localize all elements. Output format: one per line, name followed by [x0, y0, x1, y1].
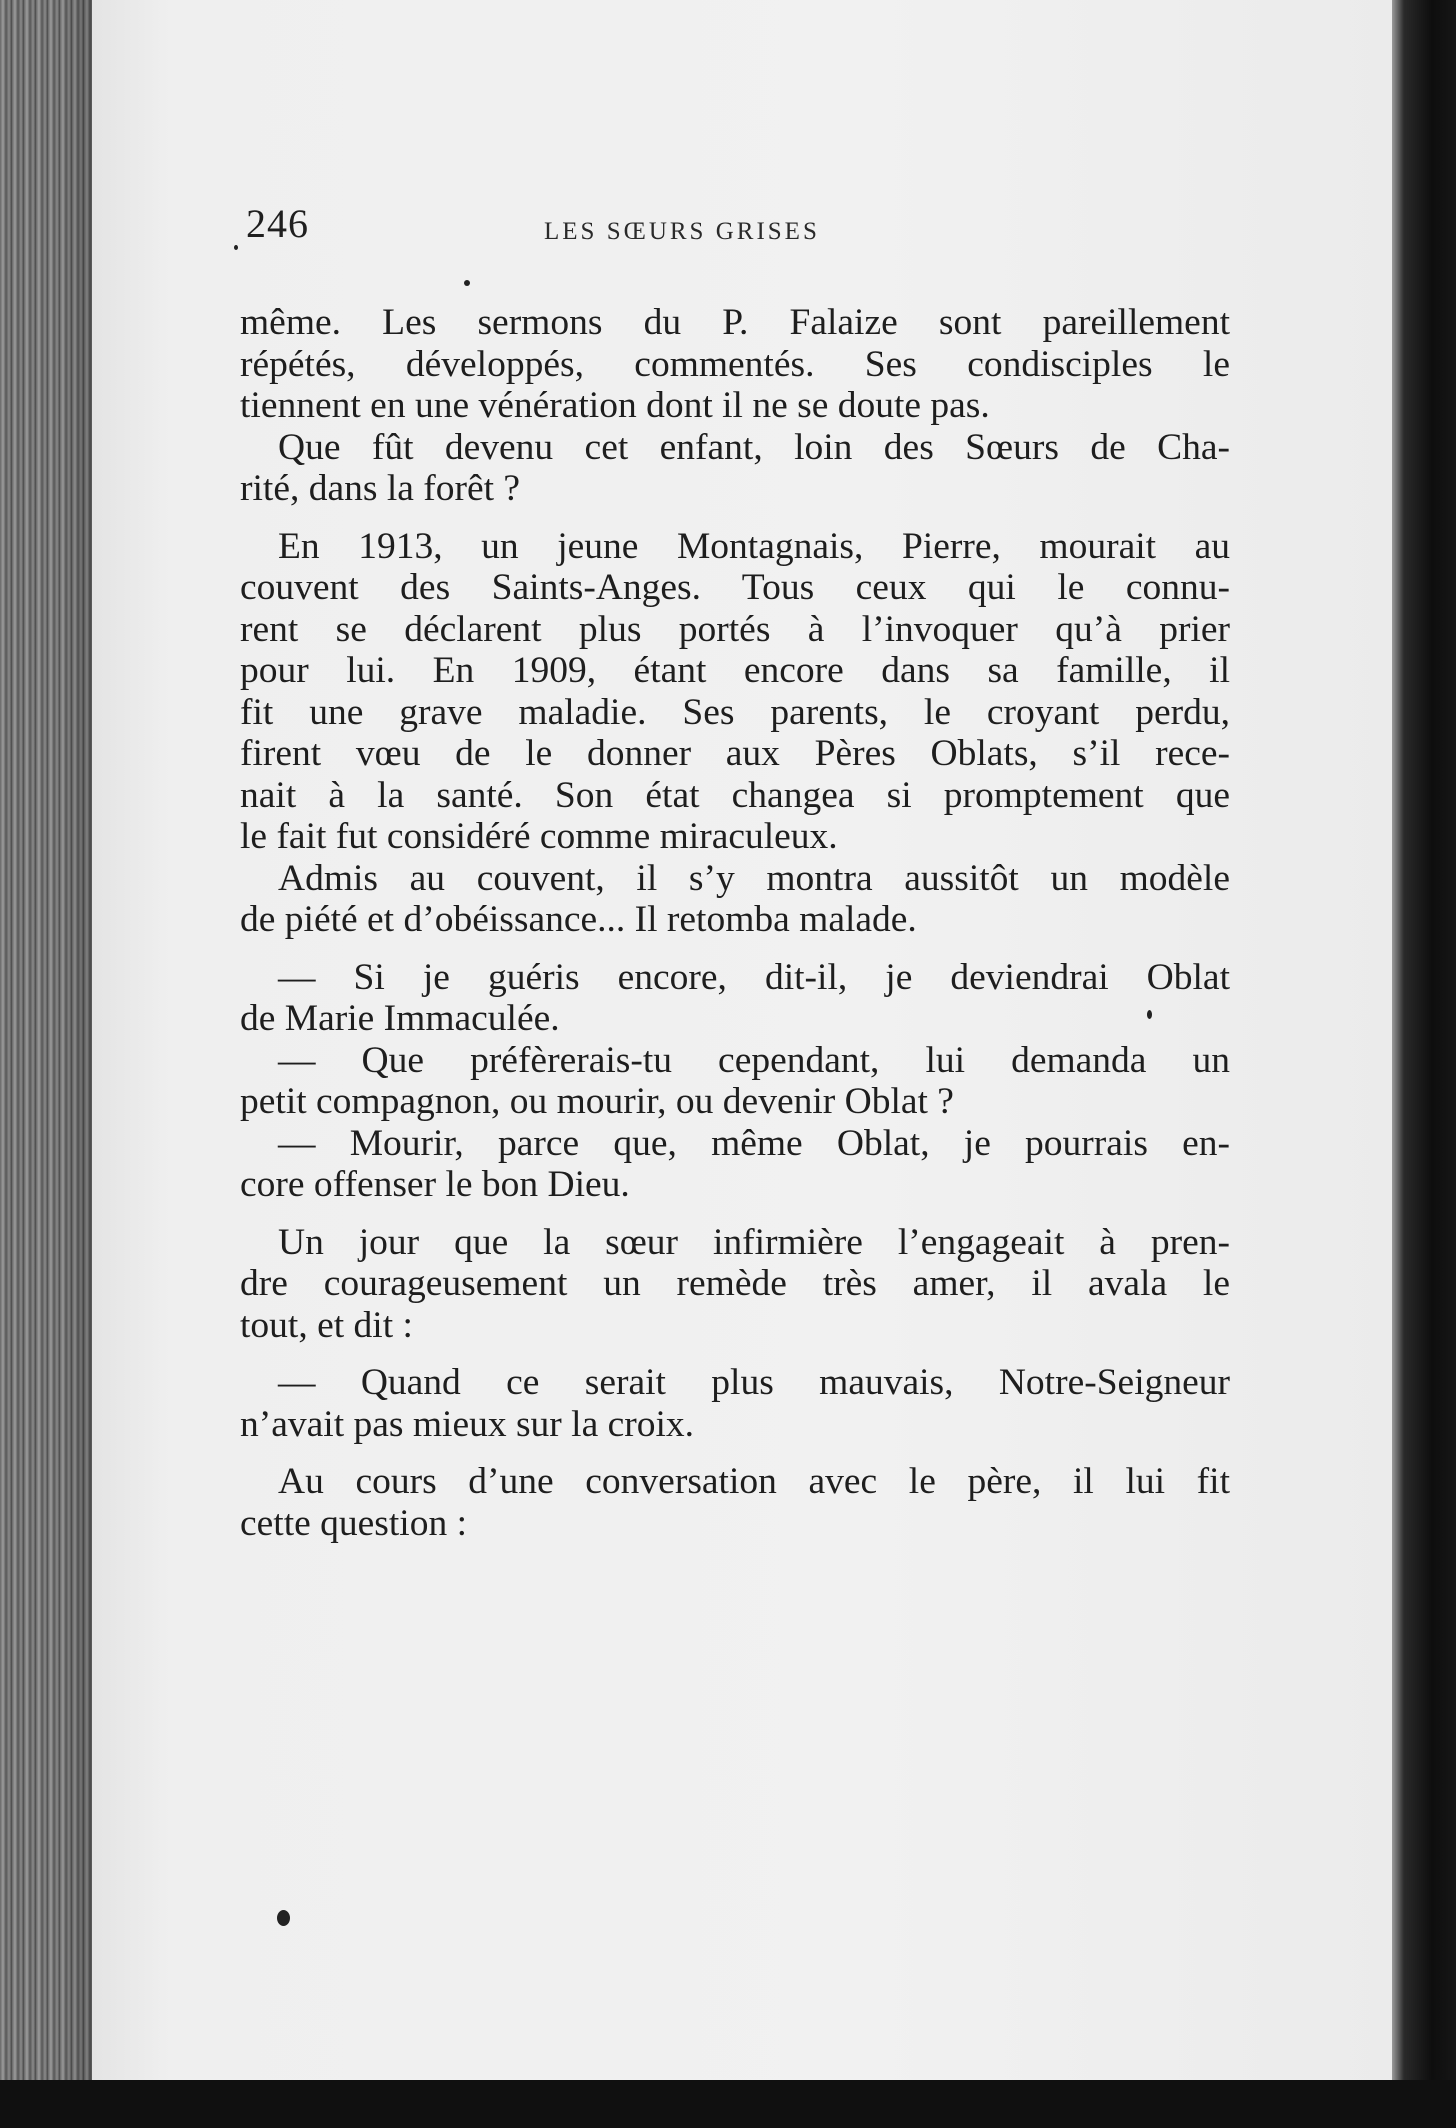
- text-line: répétés, développés, commentés. Ses condisciples le: [240, 343, 1230, 385]
- text-line: de piété et d’obéissance... Il retomba malade.: [240, 899, 917, 940]
- text-line: nait à la santé. Son état changea si promptement que: [240, 774, 1230, 816]
- body-text: [240, 302, 1230, 1544]
- paragraph-gap: [240, 1346, 1230, 1362]
- scan-bottom-border: [0, 2080, 1456, 2128]
- text-line: Au cours d’une conversation avec le père, il lui fit: [278, 1461, 1230, 1502]
- text-line: rité, dans la forêt ?: [240, 468, 521, 509]
- text-line: — Que préfèrerais-tu cependant, lui demanda un: [278, 1039, 1230, 1081]
- text-line: Que fût devenu cet enfant, loin des Sœurs de Cha-: [278, 426, 1230, 468]
- paragraph-gap: [240, 941, 1230, 957]
- text-line: même. Les sermons du P. Falaize sont pareillement: [240, 302, 1230, 343]
- text-line: core offenser le bon Dieu.: [240, 1164, 630, 1205]
- text-line: Admis au couvent, il s’y montra aussitôt un modèle: [278, 857, 1230, 899]
- book-page: [92, 0, 1392, 2080]
- text-line: tout, et dit :: [240, 1304, 413, 1346]
- text-line: — Si je guéris encore, dit-il, je deviendrai Oblat: [278, 956, 1230, 998]
- paragraph-gap: [240, 1445, 1230, 1461]
- text-line: tiennent en une vénération dont il ne se doute pas.: [240, 385, 990, 426]
- scan-speck: [1147, 1010, 1152, 1019]
- text-line: cette question :: [240, 1502, 468, 1544]
- text-line: pour lui. En 1909, étant encore dans sa famille, il: [240, 650, 1230, 691]
- text-line: — Quand ce serait plus mauvais, Notre-Seigneur: [278, 1362, 1230, 1403]
- paragraph-gap: [240, 510, 1230, 526]
- text-line: n’avait pas mieux sur la croix.: [240, 1403, 695, 1445]
- text-line: — Mourir, parce que, même Oblat, je pourrais en-: [278, 1122, 1230, 1164]
- text-line: dre courageusement un remède très amer, il avala le: [240, 1263, 1230, 1304]
- scan-speck: [464, 280, 470, 286]
- text-line: couvent des Saints-Anges. Tous ceux qui le connu-: [240, 567, 1230, 608]
- text-line: petit compagnon, ou mourir, ou devenir Oblat ?: [240, 1081, 954, 1122]
- scan-speck: [277, 1910, 290, 1926]
- text-line: Un jour que la sœur infirmière l’engageait à pren-: [278, 1221, 1230, 1263]
- paragraph-gap: [240, 1206, 1230, 1222]
- book-gutter-right: [1392, 0, 1456, 2128]
- text-line: le fait fut considéré comme miraculeux.: [240, 816, 838, 857]
- text-line: rent se déclarent plus portés à l’invoquer qu’à prier: [240, 608, 1230, 650]
- text-line: firent vœu de le donner aux Pères Oblats, s’il rece-: [240, 733, 1230, 774]
- running-head: [92, 200, 1392, 250]
- page-number: 246: [246, 201, 309, 246]
- text-line: fit une grave maladie. Ses parents, le croyant perdu,: [240, 691, 1230, 733]
- text-line: En 1913, un jeune Montagnais, Pierre, mourait au: [278, 525, 1230, 567]
- text-line: de Marie Immaculée.: [240, 998, 560, 1039]
- scan-speck: [234, 245, 238, 250]
- running-title: LES SŒURS GRISES: [544, 218, 820, 245]
